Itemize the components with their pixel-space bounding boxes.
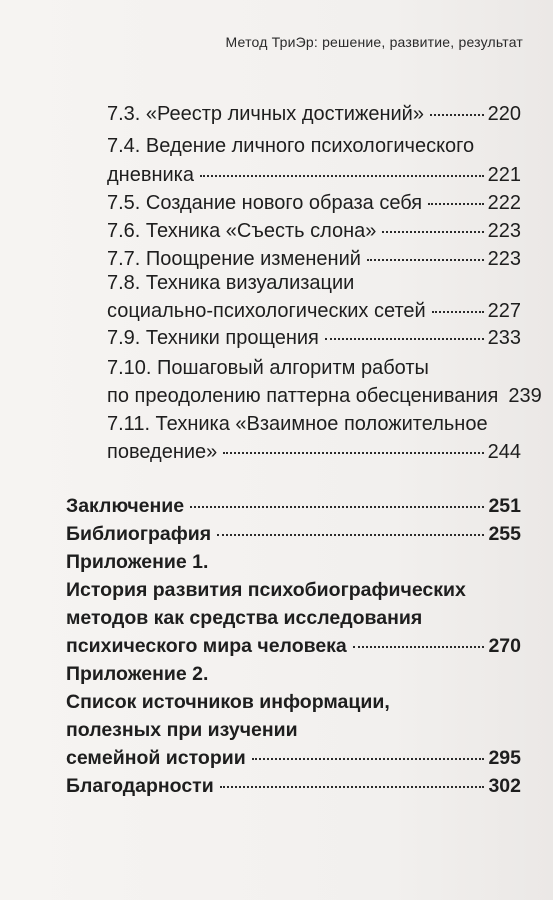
toc-entry (107, 246, 521, 272)
toc-entry-title-line: История развития психобиографических (66, 579, 466, 601)
toc-entry-page: 251 (488, 495, 521, 517)
dot-leader (217, 534, 484, 536)
toc-entry-title-line: 7.4. Ведение личного психологического (107, 135, 475, 157)
toc-entry-title-line: Приложение 1. (66, 551, 209, 573)
toc-entry-page: 220 (487, 103, 521, 125)
toc-entry-page: 295 (488, 747, 521, 769)
toc-entry (107, 162, 521, 188)
toc-entry-title-line: Список источников информации, (66, 691, 390, 713)
toc-entry (107, 383, 542, 409)
toc-entry-title: поведение» (107, 441, 218, 463)
toc-entry-title: Благодарности (66, 775, 214, 797)
toc-entry-title: 7.3. «Реестр личных достижений» (107, 103, 424, 125)
toc-entry-title: по преодолению паттерна обесценивания (107, 385, 499, 407)
dot-leader (220, 786, 485, 788)
running-header: Метод ТриЭр: решение, развитие, результат (225, 34, 523, 50)
dot-leader (200, 175, 484, 177)
dot-leader (430, 114, 484, 116)
dot-leader (190, 506, 484, 508)
toc-main-entry (66, 633, 521, 659)
toc-entry-title: 7.7. Поощрение изменений (107, 248, 361, 270)
toc-entry-title: Библиография (66, 523, 212, 545)
toc-entry-title: 7.9. Техники прощения (107, 327, 319, 349)
toc-entry-page: 255 (488, 523, 521, 545)
toc-entry (107, 101, 521, 127)
toc-entry-page: 233 (487, 327, 521, 349)
toc-entry-page: 302 (488, 775, 521, 797)
toc-main-entry (66, 493, 521, 519)
toc-entry-title-line: 7.11. Техника «Взаимное положительное (107, 413, 488, 435)
toc-entry-page: 223 (487, 220, 521, 242)
toc-entry-title: дневника (107, 164, 194, 186)
toc-entry-page: 270 (488, 635, 521, 657)
toc-entry-page: 221 (487, 164, 521, 186)
dot-leader (223, 452, 483, 454)
toc-entry-page: 222 (487, 192, 521, 214)
toc-entry (107, 439, 521, 465)
toc-entry (107, 298, 521, 324)
toc-entry-title: семейной истории (66, 747, 246, 769)
toc-entry-title-line: методов как средства исследования (66, 607, 423, 629)
toc-entry-title: Заключение (66, 495, 185, 517)
dot-leader (252, 758, 485, 760)
toc-entry (107, 325, 521, 351)
toc-entry (107, 218, 521, 244)
toc-entry-page: 239 (508, 385, 542, 407)
dot-leader (353, 646, 485, 648)
dot-leader (432, 311, 484, 313)
toc-entry-title-line: 7.8. Техника визуализации (107, 272, 355, 294)
dot-leader (367, 259, 484, 261)
toc-main-entry (66, 773, 521, 799)
toc-entry-title: социально-психологических сетей (107, 300, 426, 322)
toc-entry-title: 7.6. Техника «Съесть слона» (107, 220, 377, 242)
toc-main-entry (66, 745, 521, 771)
dot-leader (428, 203, 484, 205)
toc-entry-page: 227 (487, 300, 521, 322)
toc-entry-title-line: полезных при изучении (66, 719, 298, 741)
toc-main-entry (66, 521, 521, 547)
toc-entry-title-line: 7.10. Пошаговый алгоритм работы (107, 357, 429, 379)
toc-entry-page: 244 (487, 441, 521, 463)
toc-entry-title-line: Приложение 2. (66, 663, 209, 685)
toc-entry-page: 223 (487, 248, 521, 270)
toc-entry-title: психического мира человека (66, 635, 347, 657)
toc-entry-title: 7.5. Создание нового образа себя (107, 192, 423, 214)
dot-leader (382, 231, 483, 233)
dot-leader (325, 338, 484, 340)
toc-entry (107, 190, 521, 216)
